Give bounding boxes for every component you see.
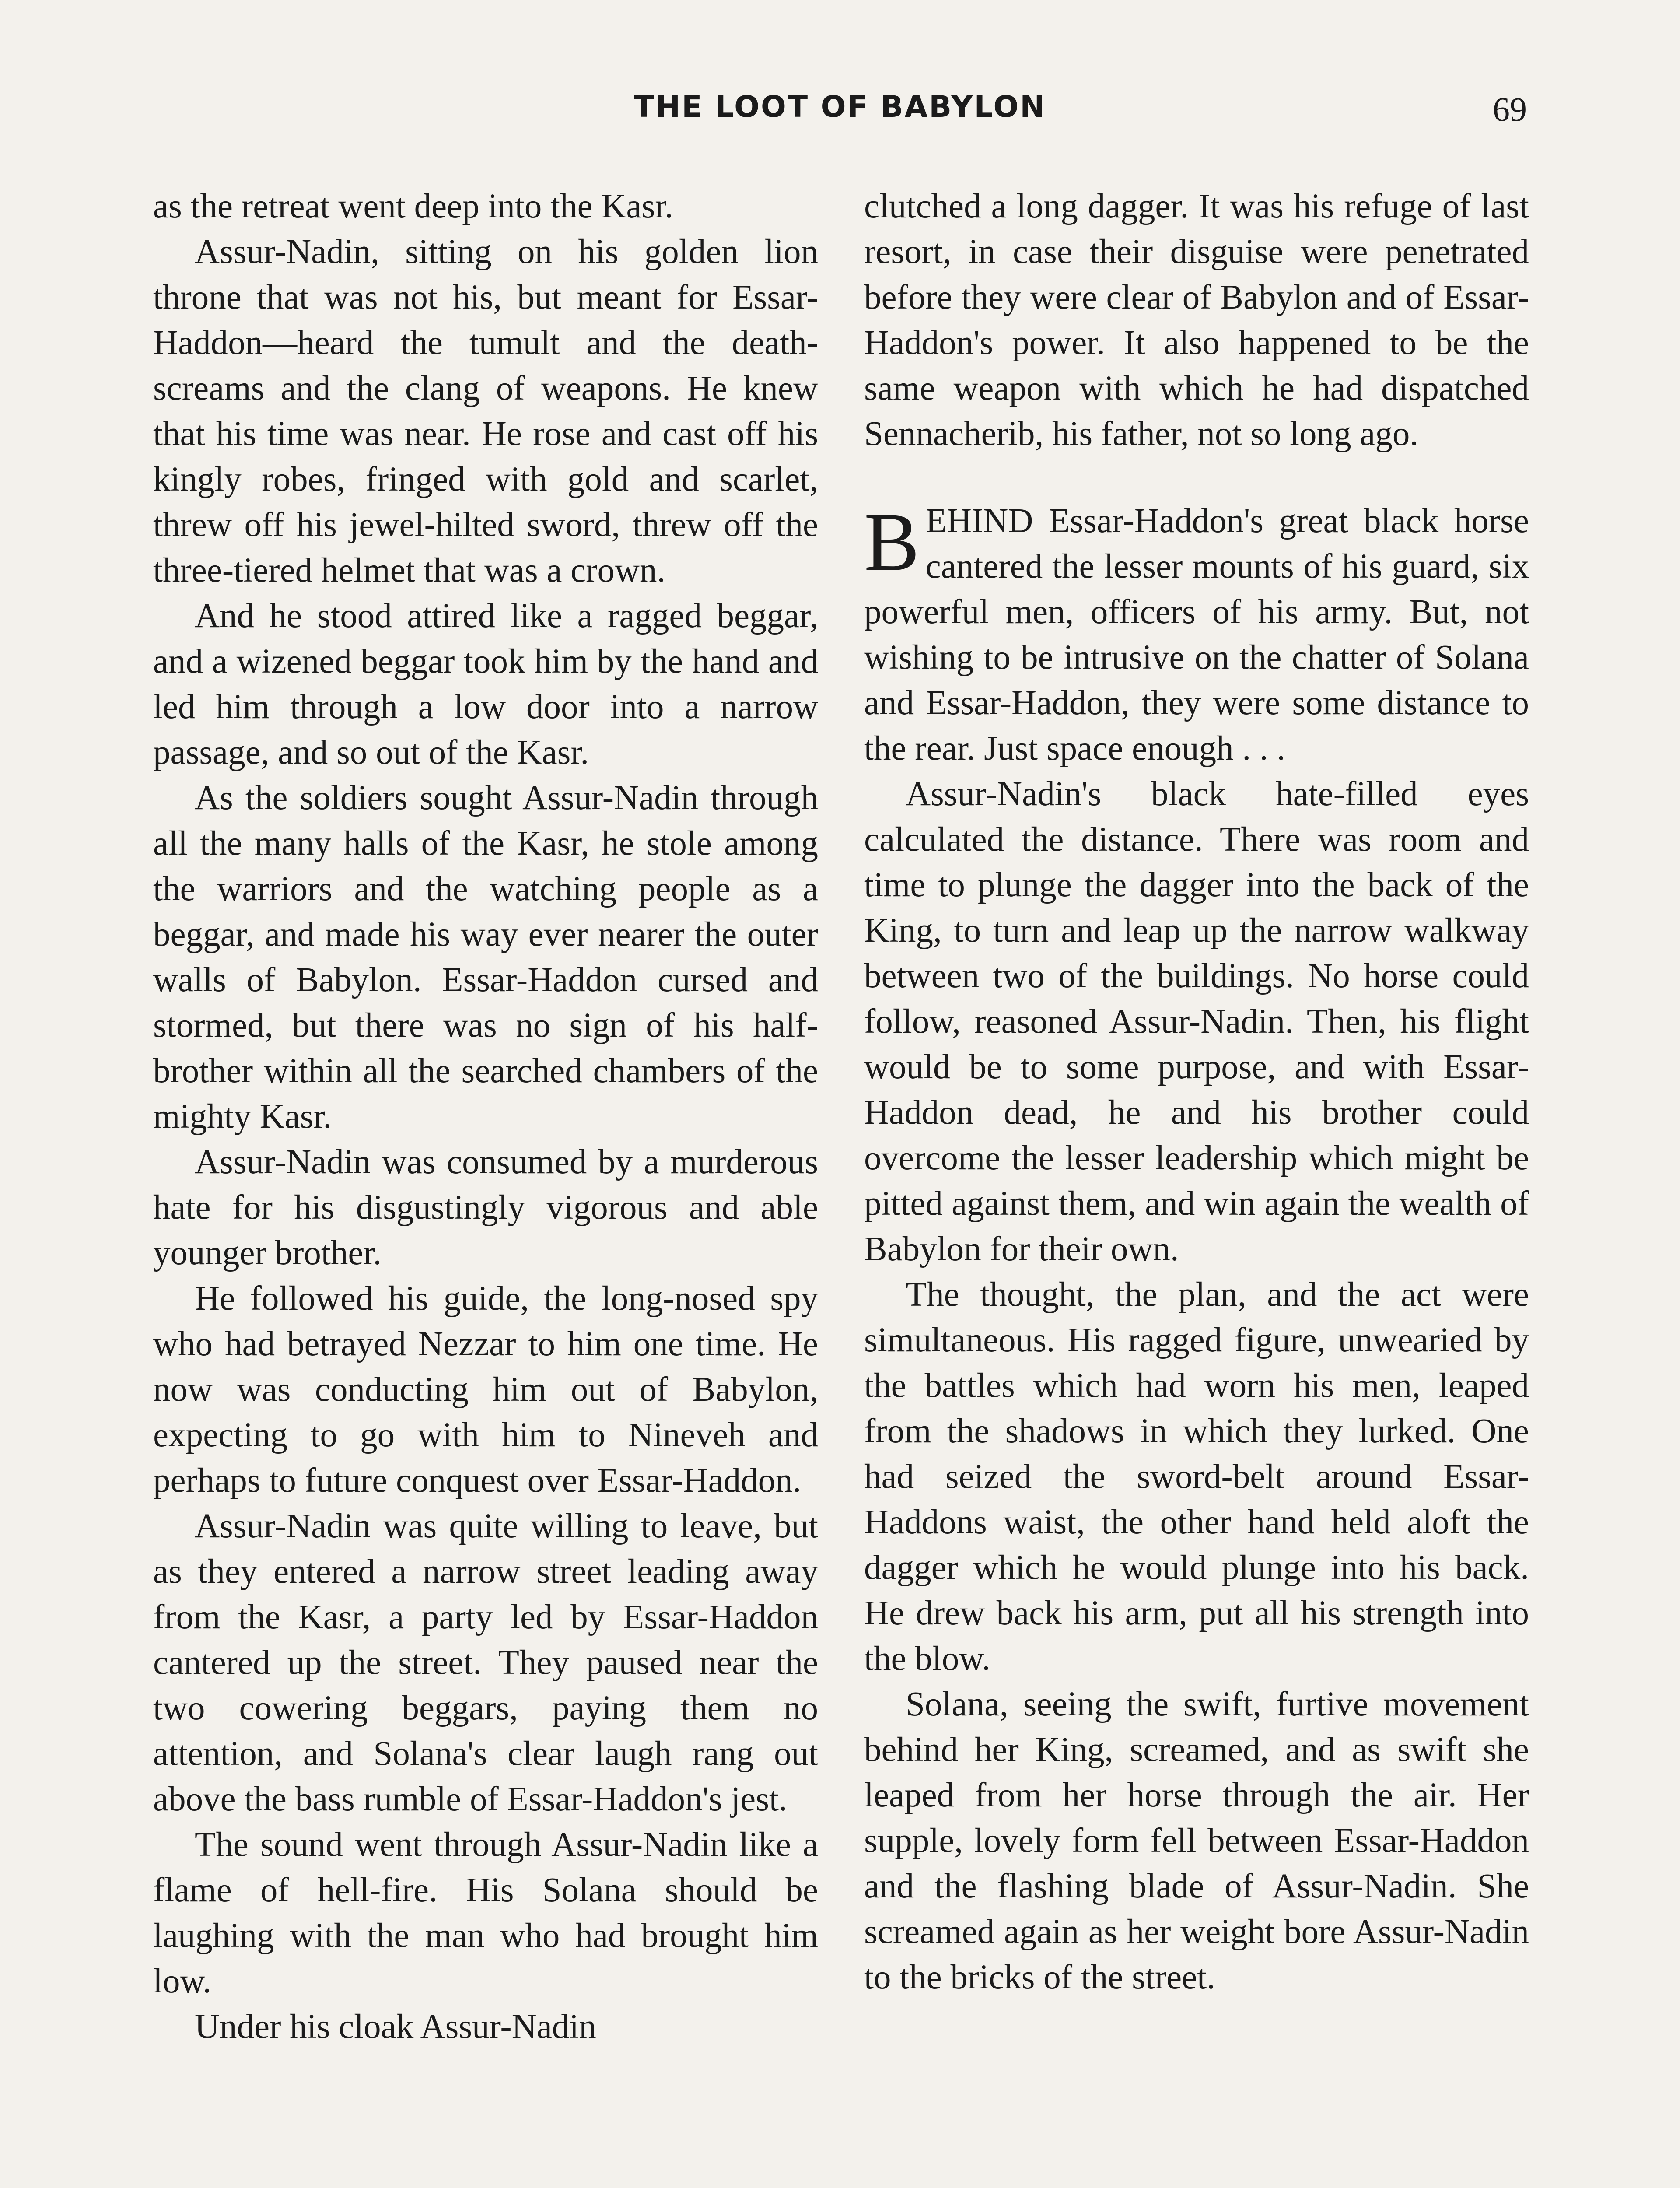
left-column	[153, 184, 818, 2050]
paragraph: He followed his guide, the long-nosed spy who had betrayed Nezzar to him one time. He now was conducting him out of Babylon, expecting to go with him to Nineveh and perhaps to future conquest over Essar-Haddon.	[153, 1280, 818, 1500]
drop-cap: B	[864, 496, 920, 588]
running-title: THE LOOT OF BABYLON	[634, 90, 1046, 124]
paragraph: The sound went through Assur-Nadin like a flame of hell-fire. His Solana should be laughing with the man who had brought him low.	[153, 1826, 818, 2000]
paragraph: as the retreat went deep into the Kasr.	[153, 187, 673, 225]
paragraph: Solana, seeing the swift, furtive movement behind her King, screamed, and as swift she leaped from her horse through the air. Her supple, lovely form fell between Essar-Haddon and the flashing blade of Assur-Nadin. She screamed again as her weight bore Assur-Nadin to the bricks of the street.	[864, 1685, 1529, 1996]
page-number: 69	[1493, 90, 1527, 128]
paragraph: The thought, the plan, and the act were simultaneous. His ragged figure, unwearied by the battles which had worn his men, leaped from the shadows in which they lurked. One had seized the sword-belt around Essar-Haddons waist, the other hand held aloft the dagger which he would plunge into his back. He drew back his arm, put all his strength into the blow.	[864, 1276, 1529, 1678]
paragraph: And he stood attired like a ragged beggar, and a wizened beggar took him by the hand and led him through a low door into a narrow passage, and so out of the Kasr.	[153, 597, 818, 771]
paragraph: clutched a long dagger. It was his refuge of last resort, in case their disguise were penetrated before they were clear of Babylon and of Essar-Haddon's power. It also happened to be the same weapon with which he had dispatched Sennacherib, his father, not so long ago.	[864, 187, 1529, 453]
dropcap-paragraph-text: EHIND Essar-Haddon's great black horse cantered the lesser mounts of his guard, six powerful men, officers of his army. But, not wishing to be intrusive on the chatter of Solana and Essar-Haddon, they were some distance to the rear. Just space enough . . .	[864, 502, 1529, 768]
dropcap-paragraph	[864, 498, 1529, 771]
page-header	[0, 90, 1680, 138]
paragraph: Under his cloak Assur-Nadin	[195, 2008, 596, 2046]
paragraph: Assur-Nadin's black hate-filled eyes calculated the distance. There was room and time to plunge the dagger into the back of the King, to turn and leap up the narrow walkway between two of the buildings. No horse could follow, reasoned Assur-Nadin. Then, his flight would be to some purpose, and with Essar-Haddon dead, he and his brother could overcome the lesser leadership which might be pitted against them, and win again the wealth of Babylon for their own.	[864, 775, 1529, 1268]
right-column	[864, 184, 1529, 2000]
paragraph: Assur-Nadin was quite willing to leave, but as they entered a narrow street leading away from the Kasr, a party led by Essar-Haddon cantered up the street. They paused near the two cowering beggars, paying them no attention, and Solana's clear laugh rang out above the bass rumble of Essar-Haddon's jest.	[153, 1507, 818, 1818]
paragraph: As the soldiers sought Assur-Nadin through all the many halls of the Kasr, he stole among the warriors and the watching people as a beggar, and made his way ever nearer the outer walls of Babylon. Essar-Haddon cursed and stormed, but there was no sign of his half-brother within all the searched chambers of the mighty Kasr.	[153, 779, 818, 1136]
paragraph: Assur-Nadin was consumed by a murderous hate for his disgustingly vigorous and able younger brother.	[153, 1143, 818, 1272]
paragraph: Assur-Nadin, sitting on his golden lion throne that was not his, but meant for Essar-Haddon—heard the tumult and the death-screams and the clang of weapons. He knew that his time was near. He rose and cast off his kingly robes, fringed with gold and scarlet, threw off his jewel-hilted sword, threw off the three-tiered helmet that was a crown.	[153, 233, 818, 589]
